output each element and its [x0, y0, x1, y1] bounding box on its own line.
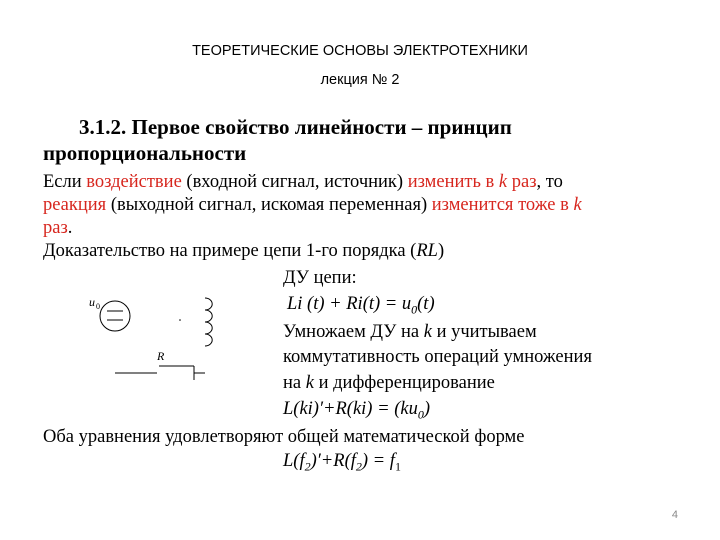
- header-subtitle: лекция № 2: [320, 72, 400, 88]
- wire-bottom: [115, 366, 205, 380]
- equation-1: Li $(t) + Ri(t) = u_0(t)$: [287, 294, 435, 317]
- voltage-source-icon: [100, 301, 130, 331]
- source-label: u: [89, 295, 95, 309]
- term-times: раз: [43, 218, 68, 238]
- text: (входной сигнал, источник): [181, 172, 408, 192]
- term-change: изменить в k раз: [407, 172, 537, 192]
- body-line-2: [43, 195, 582, 216]
- commutativity-text: коммутативность операций умножения: [283, 347, 592, 367]
- multiply-text: Умножаем ДУ на k и учитываем: [283, 322, 537, 342]
- body-line-1: [43, 172, 563, 193]
- text: .: [67, 218, 73, 238]
- page-number: 4: [671, 509, 678, 521]
- equation-2: $L(ki)'+R(ki) = (ku_0)$: [283, 399, 430, 422]
- text: Если: [43, 172, 87, 192]
- rl-circuit-diagram: [85, 290, 235, 390]
- du-label: ДУ цепи:: [283, 268, 357, 288]
- inductor-icon: [205, 298, 212, 346]
- equation-3: $L(f_2)'+R(f_2) = f_1$: [283, 451, 401, 474]
- rl-label: RL: [416, 241, 438, 261]
- section-heading-line2: пропорциональности: [43, 141, 247, 165]
- term-impact: воздействие: [86, 172, 182, 192]
- source-label-sub: 0: [96, 302, 100, 311]
- both-equations-text: Оба уравнения удовлетворяют общей математической форме: [43, 427, 525, 447]
- term-reaction: реакция: [43, 195, 107, 215]
- body-line-3: [43, 218, 72, 239]
- text: ): [437, 241, 445, 261]
- text: (выходной сигнал, искомая переменная): [106, 195, 432, 215]
- resistor-label: R: [157, 349, 165, 363]
- section-heading-line1: 3.1.2. Первое свойство линейности – принцип: [79, 115, 512, 139]
- body-line-4: [43, 241, 444, 262]
- header-title: ТЕОРЕТИЧЕСКИЕ ОСНОВЫ ЭЛЕКТРОТЕХНИКИ: [192, 43, 528, 59]
- differentiation-text: на k и дифференцирование: [283, 373, 495, 393]
- term-changes-too: изменится тоже в k: [431, 195, 582, 215]
- text: Доказательство на примере цепи 1-го порядка (: [43, 241, 417, 261]
- text: , то: [536, 172, 563, 192]
